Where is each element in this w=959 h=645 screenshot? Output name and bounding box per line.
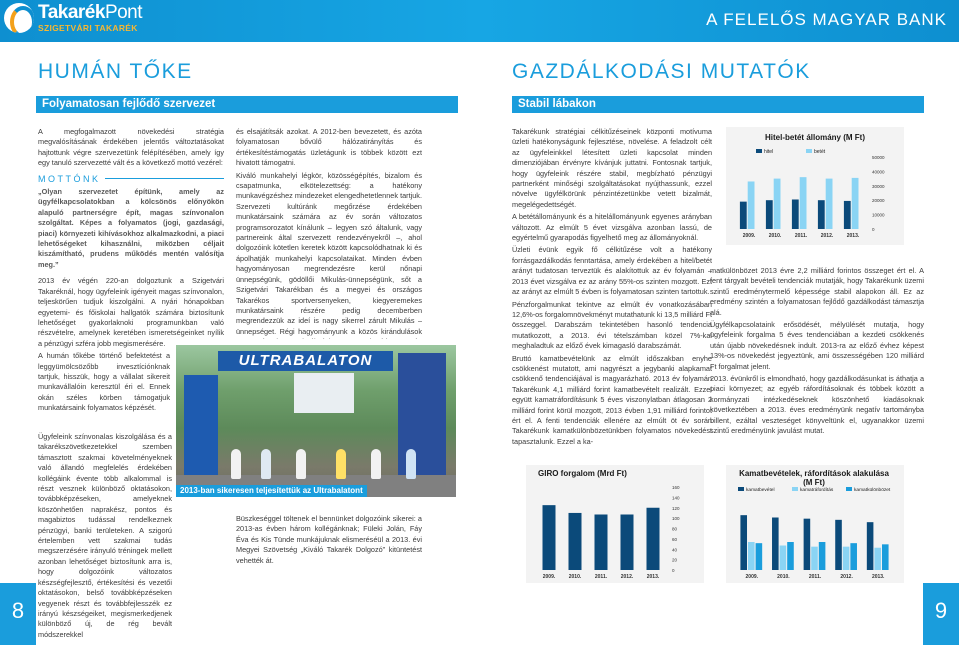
y-tick-label: 120 [672, 505, 680, 511]
bar [756, 543, 763, 570]
bar [826, 179, 833, 229]
x-tick-label: 2011. [808, 574, 822, 580]
legend-label: betét [814, 149, 826, 155]
right-page-title: GAZDÁLKODÁSI MUTATÓK [512, 60, 811, 83]
y-tick-label: 30000 [872, 183, 885, 189]
legend-swatch [792, 487, 798, 491]
chart-hitel-betet-svg [726, 127, 904, 245]
bar [647, 508, 660, 570]
bar [748, 181, 755, 229]
x-tick-label: 2011. [594, 574, 608, 580]
bar [811, 547, 818, 570]
bar [882, 544, 889, 570]
runner [336, 449, 346, 479]
y-tick-label: 10000 [872, 212, 885, 218]
photo-caption: 2013-ban sikeresen teljesítettük az Ultrabalatont [176, 485, 367, 497]
legend-swatch [756, 149, 762, 153]
x-tick-label: 2012. [820, 233, 834, 239]
bar [748, 542, 755, 570]
runner [261, 449, 271, 479]
bar [766, 200, 773, 229]
runner [296, 449, 306, 479]
x-tick-label: 2010. [768, 233, 782, 239]
motto-box [38, 174, 224, 271]
runner [371, 449, 381, 479]
bar [780, 546, 787, 571]
left-column-2-cont [236, 514, 422, 568]
logo-icon [4, 3, 34, 33]
paragraph: 2013 év végén 220-an dolgoztunk a Szigetvári Takaréknál, hogy ügyfeleink igényeit magas színvonalon, teljeskörűen tudjuk kiszolgálni. A nyári hónapokban egyetemi- és főiskolai hallgatók számára biztosítunk lehetőséget gyakorlaknoki programunkban való részvételre, amelynek keretében ismeretségeinket nyílik a pénzügyi szféra jobb megismerésére. [38, 276, 224, 348]
paragraph: Ügyfélkapcsolataink erősödését, mélyülését mutatja, hogy ügyfeleink forgalma 5 éves tendenciában a kezdeti csökkenés után újabb növekedésnek indult. 2013-ra az előző évhez képest 13%-os növekedést jegyeztünk, ami összességében 120 milliárd Ft forgalmat jelent. [710, 320, 924, 371]
paragraph: 2013. évünkről is elmondható, hogy gazdálkodásunkat is áthatja a piaci környezet; az egyéb ráfordításoknak és többek között a kormányzati intézkedéseknek köszönhető kiadásoknak következtében a 2013. éves eredményünk negatív tartományba billent, ezáltal veszteséget könyveltünk el, ugyanakkor üzemi szintű eredményünk javulást mutat. [710, 374, 924, 436]
paragraph: A humán tőkébe történő befektetést a leggyümölcsözőbb invesztíciónknak tartjuk, hisszük, hogy a vállalat sikereit munkavállalóin keresztül éri el. Ennek okán széles körben támogatjuk munkatársaink folyamatos képzését. [38, 351, 170, 413]
chart-giro-svg [526, 465, 704, 583]
bar [850, 543, 857, 570]
motto-heading: MOTTÓNK [38, 174, 224, 184]
photo-banner: ULTRABALATON [218, 351, 393, 371]
paragraph: Kiváló munkahelyi légkör, közösségépítés, bizalom és csapatmunka, elkötelezettség: a hatékony munkavégzéshez mindezeket elengedhetetlennek tartjuk. Szervezeti kultúránk megőrzése érdekében munkatársaink számára az év során változatos programsorozatot kínálunk – legyen szó általunk, vagy partnereink által szervezett rendezvényekről –, ahol dolgozóink kötetlen keretek között kapcsolódhatnak ki és ápolhatják munkahelyi kapcsolataikat. Minden évben hagyományosan megrendezésre kerül nőnapi ünnepségünk, gödöllői Mikulás-ünnepségünk, sőt a Szigetvári Takarékban és a megyei és országos Takarékos sportversenyeken, kiegyeremekes munkatársaink részére pedig decemberben megrendezzük az ideí is nagy sikerrel zárult Mikulás – ünnepséget. Régi hagyományunk a közös kirándulások [236, 170, 422, 336]
x-tick-label: 2011. [794, 233, 808, 239]
y-tick-label: 100 [672, 516, 680, 522]
bar [787, 542, 794, 570]
right-column-1 [512, 127, 712, 457]
bar [818, 200, 825, 229]
right-section-band: Stabil lábakon [512, 96, 924, 113]
y-tick-label: 0 [672, 568, 675, 573]
x-tick-label: 2009. [745, 574, 759, 580]
bar [772, 518, 779, 571]
x-tick-label: 2012. [620, 574, 634, 580]
tent [294, 373, 354, 413]
logo-subtitle: SZIGETVÁRI TAKARÉK [38, 23, 138, 34]
chart-kamat-svg [726, 465, 904, 583]
left-section-band: Folyamatosan fejlődő szervezet [36, 96, 458, 113]
left-page-title: HUMÁN TŐKE [38, 60, 193, 83]
y-tick-label: 160 [672, 485, 680, 490]
ultrabalaton-photo [176, 345, 456, 497]
bar [595, 514, 608, 570]
paragraph: A megfogalmazott növekedési stratégia megvalósításának érdekében jelentős változtatásokat hajtottunk végre szervezetünk felépítésében, amely így egy tanuló szervezetté vált és a következő mottó vezérel: [38, 127, 224, 168]
chart-title: Kamatbevételek, ráfordítások alakulása (M Ft) [739, 469, 889, 487]
paragraph: Büszkeséggel töltenek el bennünket dolgozóink sikerei: a 2013-as évben három kollégánknak; Füleki Jolán, Fáy Éva és Kis Tünde munkájuknak elismeréséül a 2013. évi Megyei Szövetség „Kiváló Takarék Dolgozó” kitüntetést vehették át. [236, 514, 422, 565]
x-tick-label: 2010. [568, 574, 582, 580]
paragraph: és elsajátítsák azokat. A 2012-ben bevezetett, és azóta folyamatosan bővülő hálózatirányítás és értékesítéstámogatás üzletágunk is többek között ezt hivatott támogatni. [236, 127, 422, 168]
chart-kamat [726, 465, 904, 583]
x-tick-label: 2009. [742, 233, 756, 239]
bar [844, 201, 851, 229]
bar [819, 542, 826, 570]
page-number-right: 9 [923, 583, 959, 645]
y-tick-label: 0 [872, 227, 875, 232]
legend-swatch [738, 487, 744, 491]
paragraph: Pénzforgalmunkat tekintve az elmúlt év vonatkozásában 12,6%-os forgalomnövekményt mutathatunk ki 13,5 milliárd Ft összeggel. Darabszám tekintetében hasonló tendencia mutatkozott, a 2013. évi tételszámban közel 7%-kal meghaladtuk az előző évek kimagasló darabszámát. [512, 299, 712, 351]
legend-swatch [846, 487, 852, 491]
start-arch-left [184, 375, 218, 480]
bar [543, 505, 556, 570]
paragraph: A betétállományunk és a hitelállományunk egyenes arányban változott. Az elmúlt 5 évet vizsgálva azonban lassú, de egyértelmű gyarapodás figyelhető meg az állományoknál. [512, 212, 712, 243]
x-tick-label: 2013. [846, 233, 860, 239]
x-tick-label: 2010. [777, 574, 790, 580]
runner [406, 449, 416, 479]
left-column-1-cont [38, 432, 172, 642]
y-tick-label: 40000 [872, 169, 885, 175]
x-tick-label: 2013. [646, 574, 660, 580]
bar [621, 514, 634, 570]
paragraph: Üzleti évünk egyik fő célkitűzése volt a hatékony forrásgazdálkodás fenntartása, amely érdekében a hitel/betét arányt tudatosan terveztük és alakítottuk az év folyamán – 2013 évet vizsgálva ez az arány 55%-os szinten mozgott. Ezt az arányt az elmúlt 5 évben is folyamatosan szinten tartottuk. [512, 245, 712, 297]
paragraph: Takarékunk stratégiai célkitűzéseinek központi motívuma üzleti hatékonyságunk fejlesztése, növelése. A feladzolt célt az ügyfeleinkkel létesített üzleti kapcsolat minden dimenziójában érvényre kívánjuk juttatni. Fontosnak tartjuk, hogy ügyfeleink részére stabil, megbízható pénzügyi partnerként minőségi szolgáltatásokat nyújthassunk, ezzel növelve ügyfélkörünk pénzintézetünkbe vetett bizalmát, megelégedettségét. [512, 127, 712, 209]
header-bar [0, 0, 959, 42]
chart-title: Hitel-betét állomány (M Ft) [764, 133, 865, 142]
x-tick-label: 2012. [840, 574, 853, 580]
bar [835, 520, 842, 570]
bar [569, 513, 582, 570]
x-tick-label: 2009. [542, 574, 556, 580]
y-tick-label: 20 [672, 557, 678, 563]
legend-label: kamatbevétel [746, 488, 775, 493]
bar [852, 178, 859, 229]
x-tick-label: 2013. [871, 574, 885, 580]
chart-giro [526, 465, 704, 583]
paragraph: matkülönbözet 2013 évre 2,2 milliárd forintos összeget ért el. A fent tárgyalt bevételi tendenciák mutatják, hogy Takarékunk üzemi szintű eredménytermelő képessége stabil alapokon áll. Ez az eredmény szintén a folyamatosan fejlődő gazdálkodást támasztja alá. [710, 266, 924, 317]
page-number-left: 8 [0, 583, 36, 645]
runner [231, 449, 241, 479]
bar [804, 519, 811, 570]
y-tick-label: 20000 [872, 198, 885, 204]
left-column-2 [236, 127, 422, 339]
bar [792, 199, 799, 229]
logo-name: TakarékPont [38, 2, 143, 24]
legend-label: hitel [764, 149, 774, 155]
takarekpont-logo [4, 3, 142, 33]
chart-title: GIRO forgalom (Mrd Ft) [538, 469, 627, 478]
paragraph: Bruttó kamatbevételünk az elmúlt időszakban enyhe csökkenést mutatott, ami nagyrészt a jegybanki alapkamat csökkenő tendenciájával is magyarázható. 2013 év folyamán Takarékunk 4,1 milliárd forint kamatbevételt realizált. Ezzel együtt kamatráfordításunk 5 éves viszonylatban átlagosan 2 milliárd forint körül mozgott, 2013 évben 1,91 milliárd forintot ért el. A fenti tendenciák ellenére az elmúlt öt év során Takarékunk kamatkülönbözetünkben folyamatos növekedést tapasztalunk. Ezzel a ka- [512, 353, 712, 446]
slogan: A FELELŐS MAGYAR BANK [706, 10, 947, 29]
y-tick-label: 140 [672, 495, 680, 501]
bar [740, 202, 747, 229]
y-tick-label: 40 [672, 547, 678, 553]
motto-text: „Olyan szervezetet építünk, amely az ügyfélkapcsolatokban a kölcsönös előnyökön alapuló partnerségre épít, magas színvonalon szolgáltat. Képes a folyamatos (jogi, gazdasági, piaci) környezeti kihívásokhoz alkalmazkodni, a piaci lehetőségeket kihasználni, miközben céljait kiszámítható, prudens működés mentén valósítja meg.” [38, 187, 224, 269]
y-tick-label: 50000 [872, 155, 885, 160]
chart-hitel-betet [726, 127, 904, 245]
bar [843, 547, 850, 570]
bar [874, 548, 881, 570]
bar [774, 179, 781, 229]
legend-swatch [806, 149, 812, 153]
legend-label: kamatkülönbözet [854, 488, 891, 493]
y-tick-label: 60 [672, 536, 678, 542]
right-column-2 [710, 266, 924, 456]
y-tick-label: 80 [672, 526, 678, 532]
legend-label: kamatráfordítás [800, 488, 834, 493]
paragraph: Ügyfeleink színvonalas kiszolgálása és a takarékszövetkezetekkel szemben támasztott szakmai követelményeknek való állandó megfelelés érdekében kollégáink évente több alkalommal is részt vesznek különböző oktatásokon, továbbképzéseken, amelyeknek köszönhetően naprakész, pontos és magabiztos tudással rendelkeznek pénzügyi, banki területeken. A szigorú értelemben vett szakmai tudás megszerzésére irányuló tréningek mellett azonban lehetőséget biztosítunk arra is, hogy dolgozóink változatos készségfejlesztő, értékesítési és vezetői oktatásokon, belső továbbképzéseken vegyenek részt és továbbfejlesszék ez irányú készségeiket, megismerkedjenek különböző új, de rég bevált módszerekkel [38, 432, 172, 639]
bar [867, 522, 874, 570]
bar [800, 177, 807, 229]
bar [740, 515, 747, 570]
